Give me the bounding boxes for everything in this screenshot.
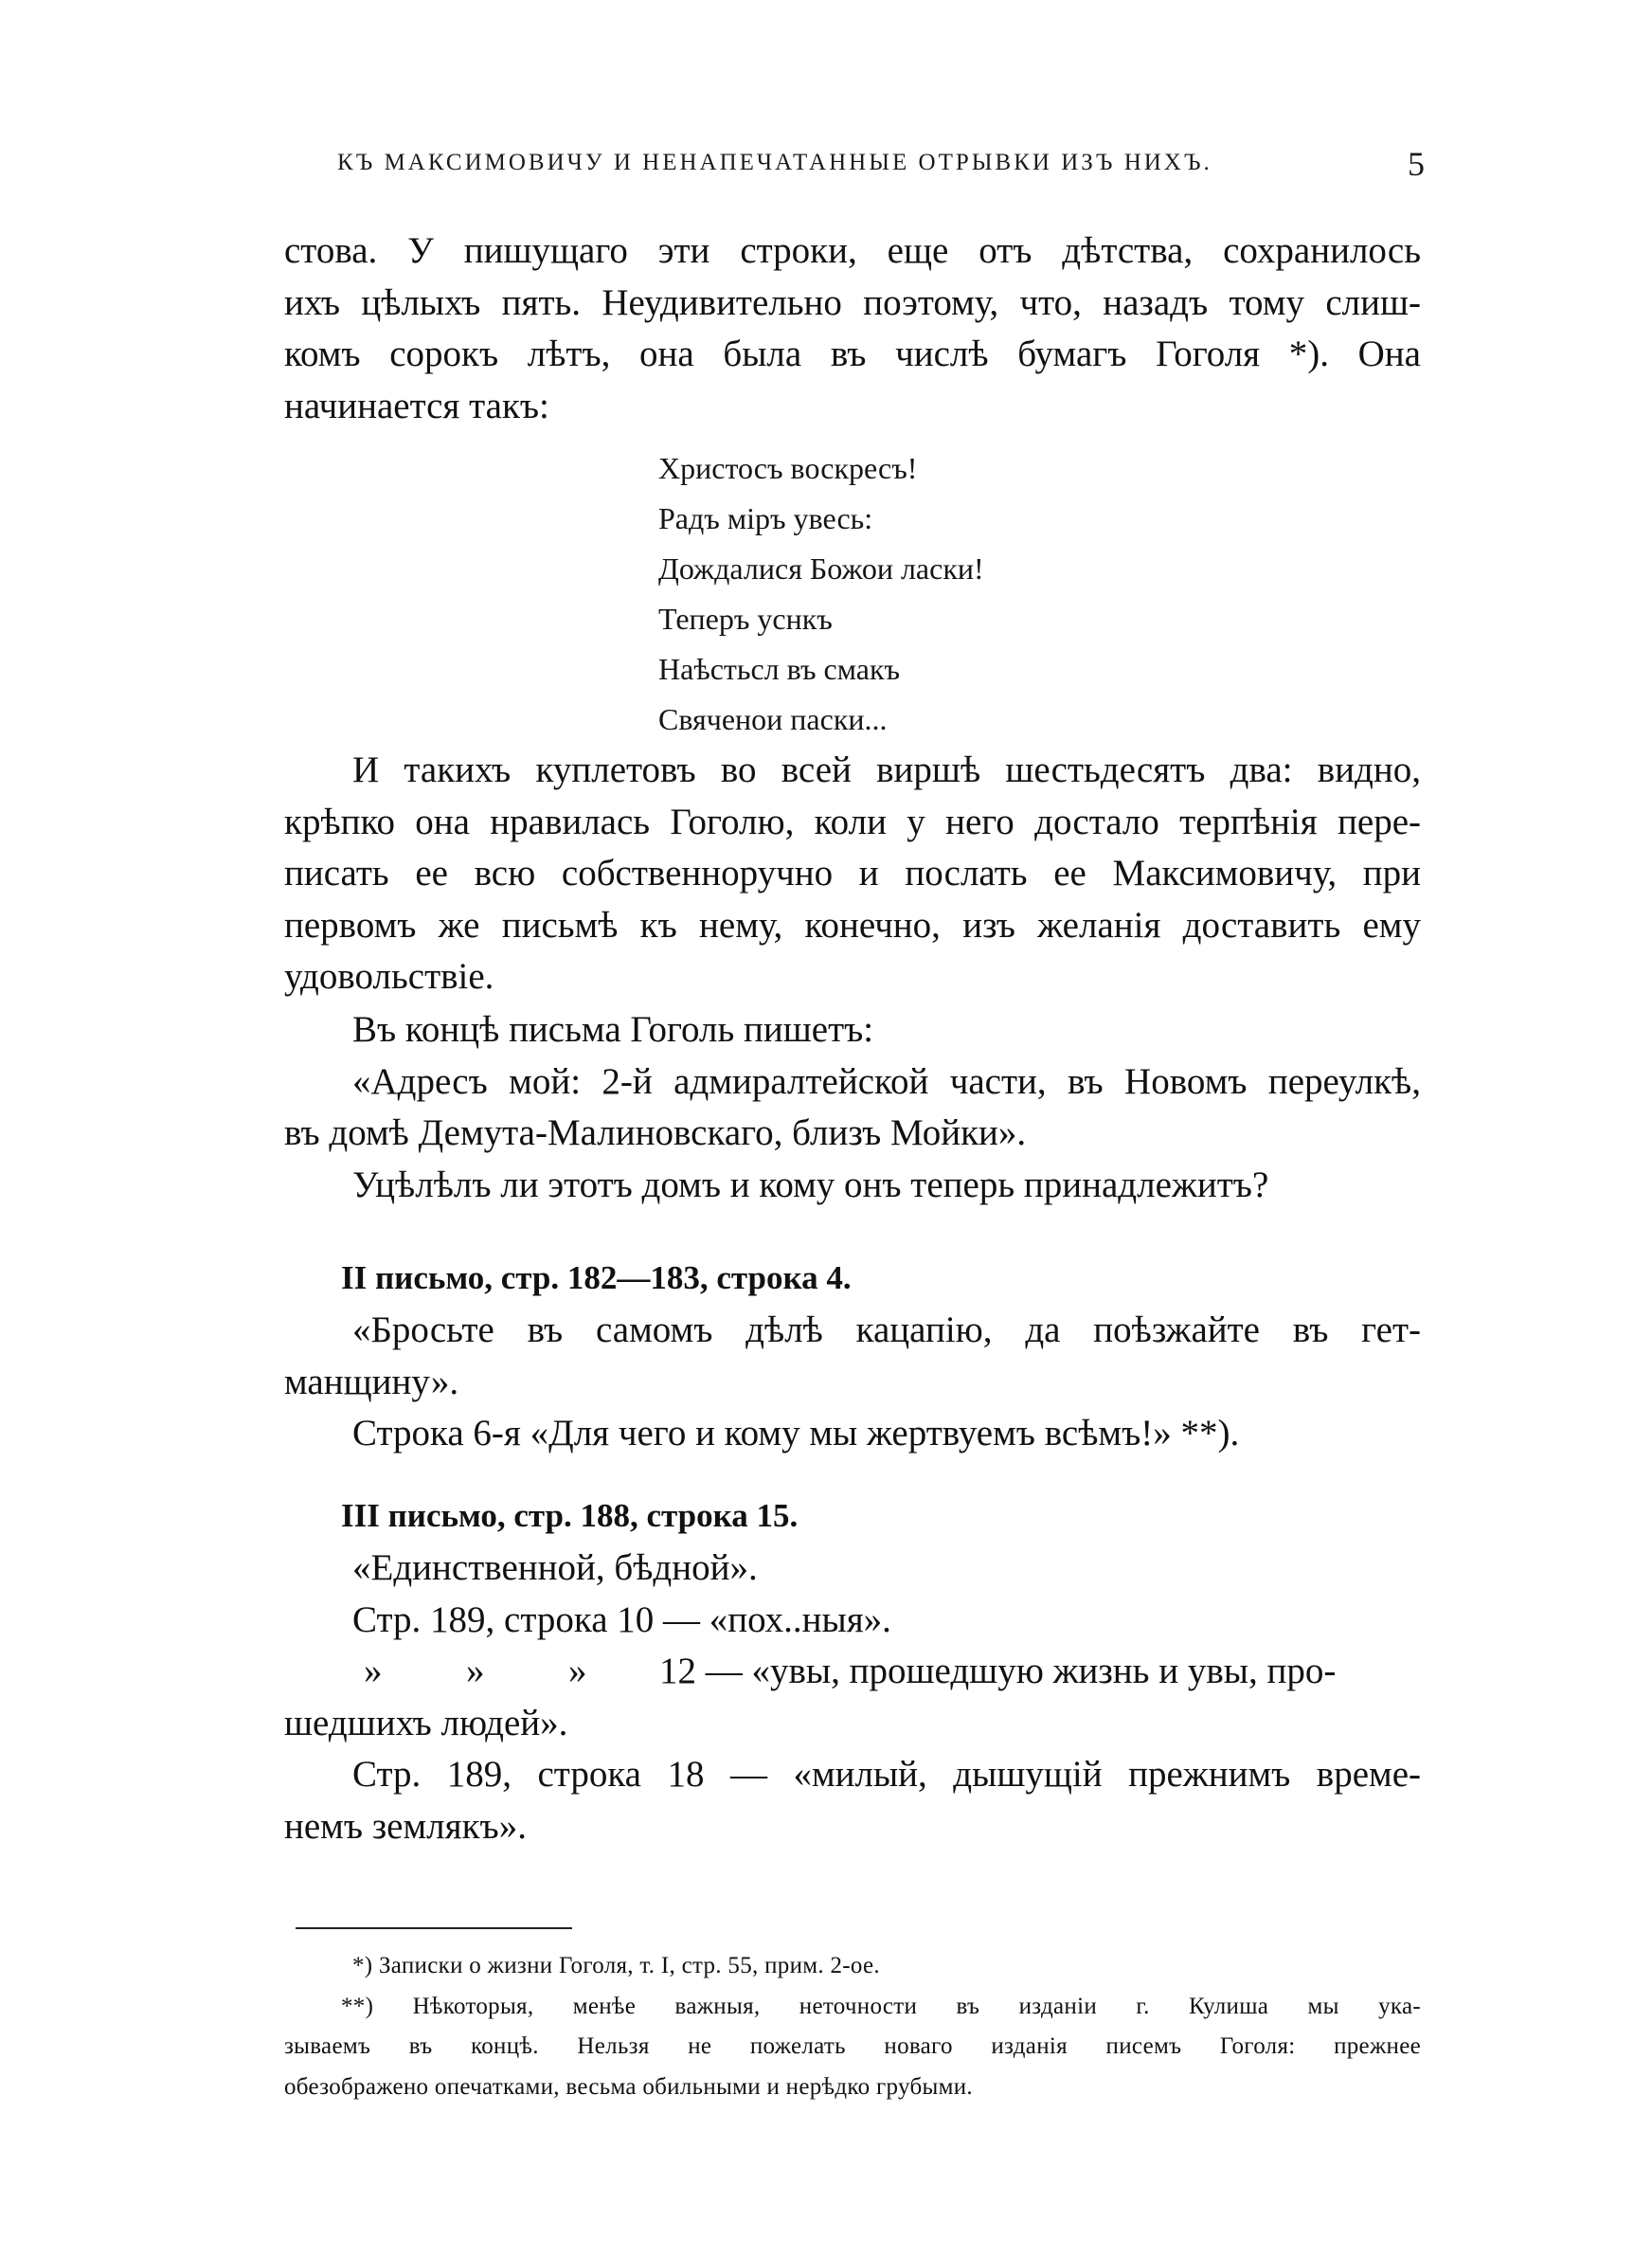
text-line: крѣпко она нравилась Гоголю, коли у него достало терпѣнія пере- [284, 801, 1421, 842]
text-line: И такихъ куплетовъ во всей виршѣ шестьдесятъ два: видно, [352, 749, 1421, 790]
paragraph-3 [284, 1004, 1421, 1211]
text-line: Стр. 189, строка 10 — «пох..ныя». [352, 1598, 891, 1640]
section-heading-letter-2 [284, 1253, 1421, 1305]
text-line: комъ сорокъ лѣтъ, она была въ числѣ бумагъ Гоголя *). Она [284, 334, 1421, 374]
page-number: 5 [1408, 145, 1425, 183]
poem-line: Христосъ воскресъ! [658, 451, 918, 485]
ditto-mark: » [568, 1651, 587, 1691]
ditto-line-text: 12 — «увы, прошедшую жизнь и увы, про- [659, 1651, 1337, 1691]
paragraph-2 [284, 745, 1421, 1003]
text-line: «Единственной, бѣдной». [352, 1547, 758, 1588]
ditto-mark: » [466, 1651, 485, 1691]
text-line: Уцѣлѣлъ ли этотъ домъ и кому онъ теперь принадлежитъ? [352, 1164, 1269, 1205]
text-line: «Адресъ мой: 2-й адмиралтейской части, въ Новомъ переулкѣ, [352, 1060, 1421, 1102]
paragraph-1 [284, 226, 1421, 432]
text-line: удовольствіе. [284, 956, 494, 997]
footnotes [284, 1946, 1421, 2107]
text-line: ихъ цѣлыхъ пять. Неудивительно поэтому, что, назадъ тому слиш- [284, 281, 1421, 323]
footnote-2: **) Нѣкоторыя, менѣе важныя, неточности въ изданіи г. Кулиша мы ука- [341, 1993, 1421, 2019]
ditto-mark: » [364, 1651, 383, 1691]
poem-line: Теперъ уснкъ [658, 602, 833, 636]
running-head-title: КЪ МАКСИМОВИЧУ И НЕНАПЕЧАТАННЫЕ ОТРЫВКИ ИЗЪ НИХЪ. [337, 150, 1212, 175]
text-line: начинается такъ: [284, 385, 549, 426]
text-line: Въ концѣ письма Гоголь пишетъ: [352, 1009, 874, 1050]
text-line: немъ землякъ». [284, 1805, 527, 1847]
paragraph-6 [284, 1305, 1421, 1460]
text-line: первомъ же письмѣ къ нему, конечно, изъ желанія доставить ему [284, 904, 1421, 946]
poem-line: Радъ міръ увесь: [658, 501, 873, 535]
text-line: манщину». [284, 1361, 459, 1402]
poem-line: Наѣстьсл въ смакъ [658, 652, 901, 686]
heading-text: III письмо, стр. 188, строка 15. [341, 1497, 799, 1534]
text-line: шедшихъ людей». [284, 1702, 568, 1743]
footnote-separator [296, 1927, 572, 1929]
poem-line: Дождалися Божои ласки! [658, 551, 984, 586]
footnote-2-cont: обезображено опечатками, весьма обильными и нерѣдко грубыми. [284, 2073, 973, 2100]
text-line: «Бросьте въ самомъ дѣлѣ кацапію, да поѣзжайте въ гет- [352, 1309, 1421, 1350]
text-line: стова. У пишущаго эти строки, еще отъ дѣтства, сохранилось [284, 230, 1421, 271]
text-line: Стр. 189, строка 18 — «милый, дышущій прежнимъ време- [352, 1754, 1421, 1795]
ditto-line [284, 1646, 1421, 1698]
text-line: въ домѣ Демута-Малиновскаго, близъ Мойки». [284, 1112, 1027, 1153]
heading-text: II письмо, стр. 182—183, строка 4. [341, 1259, 852, 1296]
poem-line: Свяченои паски... [658, 702, 888, 736]
section-heading-letter-3 [284, 1490, 1421, 1543]
text-line: писать ее всю собственноручно и послать ее Максимовичу, при [284, 853, 1421, 894]
footnote-2-cont: зываемъ въ концѣ. Нельзя не пожелать новаго изданія писемъ Гоголя: прежнее [284, 2033, 1421, 2059]
text-line: Строка 6-я «Для чего и кому мы жертвуемъ всѣмъ!» **). [352, 1413, 1240, 1454]
running-head [284, 145, 1425, 188]
poem-quotation [658, 443, 984, 745]
footnote-1: *) Записки о жизни Гоголя, т. I, стр. 55, прим. 2-ое. [352, 1953, 880, 1978]
paragraph-8 [284, 1543, 1421, 1852]
